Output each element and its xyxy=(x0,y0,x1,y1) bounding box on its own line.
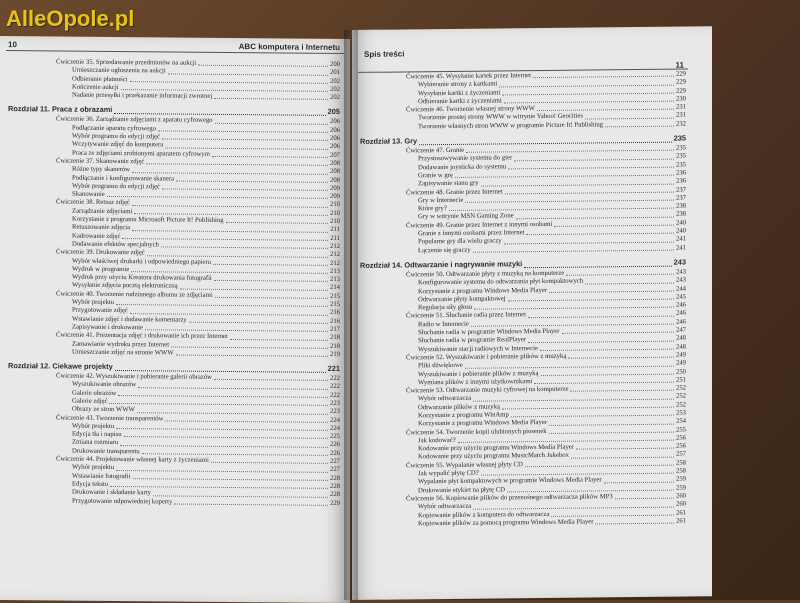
toc-page-number: 208 xyxy=(329,168,340,176)
toc-page-number: 255 xyxy=(675,426,686,434)
toc-leader-dots xyxy=(138,387,328,390)
toc-entry-title: Kodowanie przy użyciu programu MusicMatch Jukebox xyxy=(418,452,569,461)
toc-entry-title: Wybór odtwarzacza xyxy=(418,395,472,403)
toc-page-number: 223 xyxy=(329,399,340,407)
toc-leader-dots xyxy=(549,290,674,292)
toc-page-number: 252 xyxy=(675,401,686,409)
toc-entry-title: Jak wypalić płytę CD? xyxy=(418,469,479,478)
toc-leader-dots xyxy=(213,264,328,266)
toc-entry-title: Wczytywanie zdjęć do komputera xyxy=(72,141,164,149)
toc-leader-dots xyxy=(549,423,674,425)
toc-leader-dots xyxy=(568,357,674,359)
toc-leader-dots xyxy=(566,274,674,276)
toc-entry-title: Zarządzanie zdjęciami xyxy=(72,207,133,215)
toc-entry-title: Retuszowanie zdjęcia xyxy=(72,223,131,232)
toc-entry-title: Rozdział 13. Gry xyxy=(360,136,418,146)
toc-page-number: 235 xyxy=(675,161,686,169)
toc-entry-title: Kopiowanie plików z komputera do odtwarzacza xyxy=(418,510,550,519)
toc-leader-dots xyxy=(189,322,328,324)
left-book-page xyxy=(0,36,350,603)
toc-page-number: 209 xyxy=(329,193,340,201)
toc-entry-title: Rozdział 12. Ciekawe projekty xyxy=(8,361,113,372)
toc-page-number: 210 xyxy=(329,217,340,226)
toc-entry-title: Ćwiczenie 49. Granie przez Internet z innymi osobami xyxy=(406,220,553,230)
toc-page-number: 221 xyxy=(327,363,340,374)
toc-page-number: 229 xyxy=(675,70,686,78)
toc-leader-dots xyxy=(551,514,674,516)
toc-page-number: 206 xyxy=(329,134,340,143)
toc-leader-dots xyxy=(528,340,674,343)
toc-leader-dots xyxy=(576,448,674,450)
toc-entry-title: Ćwiczenie 42. Wyszukiwanie i pobieranie galerii obrazów xyxy=(56,372,213,381)
toc-page-number: 256 xyxy=(675,442,686,450)
toc-page-number: 243 xyxy=(673,257,686,267)
toc-page-number: 256 xyxy=(675,434,686,442)
toc-entry-title: Łączenie się graczy xyxy=(418,246,471,254)
toc-page-number: 218 xyxy=(329,334,340,342)
toc-entry-title: Ćwiczenie 38. Retusz zdjęć xyxy=(56,198,130,207)
toc-page-number: 229 xyxy=(675,78,686,86)
toc-entry-title: Ćwiczenie 54. Tworzenie kopii ulubionych piosenek xyxy=(406,427,547,437)
toc-page-number: 205 xyxy=(327,107,340,117)
watermark-logo: AlleOpole.pl xyxy=(6,6,135,31)
toc-page-number: 231 xyxy=(675,103,686,111)
toc-page-number: 235 xyxy=(675,144,686,152)
toc-entry-title: Podłączanie i konfigurowanie skanera xyxy=(72,174,174,183)
toc-entry-title: Ćwiczenie 40. Tworzenie rodzinnego albumu ze zdjęciami xyxy=(56,290,213,299)
toc-page-number: 249 xyxy=(675,359,686,367)
toc-entry-title: Zapisywanie i drukowanie xyxy=(72,323,143,332)
toc-leader-dots xyxy=(198,65,328,67)
toc-leader-dots xyxy=(533,76,674,78)
toc-entry-title: Gry w Internecie xyxy=(418,196,464,205)
toc-leader-dots xyxy=(162,139,328,141)
toc-page-number: 246 xyxy=(675,301,686,309)
toc-page-number: 247 xyxy=(675,326,686,334)
toc-page-number: 237 xyxy=(675,186,686,194)
toc-entry-title: Kadrowanie zdjęć xyxy=(72,232,121,240)
toc-page-number: 230 xyxy=(675,95,686,103)
toc-leader-dots xyxy=(473,250,674,253)
toc-entry-title: Wybór programu do edycji zdjęć xyxy=(72,132,160,141)
toc-leader-dots xyxy=(571,456,674,458)
toc-leader-dots xyxy=(215,297,328,299)
toc-page-number: 212 xyxy=(329,259,340,267)
toc-entry-title: Ćwiczenie 41. Prezentacja zdjęć i drukowanie ich przez Internet xyxy=(56,331,228,341)
toc-entry-title: Dodawanie efektów specjalnych xyxy=(72,240,159,249)
toc-leader-dots xyxy=(528,315,674,318)
toc-entry-title: Ćwiczenie 36. Zarządzanie zdjęciami z aparatu cyfrowego xyxy=(56,115,213,125)
toc-entry-title: Drukowanie etykiet na płytę CD xyxy=(418,486,505,494)
toc-page-number: 225 xyxy=(329,433,340,441)
toc-page-number: 252 xyxy=(675,384,686,392)
toc-entry-title: Słuchanie radia w programie Windows Media Player xyxy=(418,327,560,337)
toc-entry-title: Wybór odtwarzacza xyxy=(418,503,472,511)
toc-entry-title: Wysyłanie kartki z życzeniami xyxy=(418,89,501,97)
toc-entry-title: Ćwiczenie 35. Sprzedawanie przedmiotów na aukcji xyxy=(56,58,197,67)
right-toc-list xyxy=(360,71,686,530)
toc-entry-title: Ćwiczenie 45. Wysyłanie kartek przez Internet xyxy=(406,72,531,81)
toc-page-number: 213 xyxy=(329,267,340,275)
toc-page-number: 228 xyxy=(329,491,340,499)
toc-page-number: 236 xyxy=(675,169,686,177)
toc-page-number: 206 xyxy=(329,118,340,126)
toc-page-number: 208 xyxy=(329,176,340,184)
toc-page-number: 214 xyxy=(329,284,340,292)
toc-entry-title: Które gry? xyxy=(418,205,447,213)
toc-page-number: 257 xyxy=(675,450,686,459)
toc-page-number: 216 xyxy=(329,309,340,317)
toc-page-number: 206 xyxy=(329,143,340,151)
toc-leader-dots xyxy=(180,288,328,290)
toc-page-number: 231 xyxy=(675,111,686,120)
right-page-number: 11 xyxy=(675,60,684,70)
toc-page-number: 254 xyxy=(675,417,686,425)
toc-entry-title: Ćwiczenie 50. Odtwarzanie płyty z muzyką na komputerze xyxy=(406,269,565,279)
toc-page-number: 215 xyxy=(329,300,340,308)
toc-page-number: 241 xyxy=(675,235,686,243)
toc-page-number: 227 xyxy=(329,466,340,474)
toc-leader-dots xyxy=(549,432,674,434)
toc-page-number: 202 xyxy=(329,85,340,93)
toc-entry-title: Wybór właściwej drukarki i odpowiedniego papieru xyxy=(72,257,212,266)
toc-page-number: 222 xyxy=(329,374,340,383)
toc-page-number: 240 xyxy=(675,219,686,227)
toc-page-number: 235 xyxy=(675,152,686,160)
toc-page-number: 226 xyxy=(329,449,340,457)
toc-leader-dots xyxy=(211,462,328,464)
toc-leader-dots xyxy=(540,349,674,351)
toc-subsection-row xyxy=(8,497,340,508)
toc-entry-title: Odbieranie kartki z życzeniami xyxy=(418,97,502,106)
toc-entry-title: Przygotowanie zdjęć xyxy=(72,306,128,315)
toc-leader-dots xyxy=(526,233,674,236)
toc-entry-title: Wyszukiwanie i pobieranie plików z muzyką xyxy=(418,369,539,378)
toc-page-number: 253 xyxy=(675,409,686,417)
toc-entry-title: Kopiowanie plików za pomocą programu Windows Media Player xyxy=(418,518,594,528)
toc-entry-title: Rozdział 11. Praca z obrazami xyxy=(8,104,113,115)
toc-entry-title: Korzystanie z programu Microsoft Picture It! Publishing xyxy=(72,215,224,224)
toc-page-number: 212 xyxy=(329,251,340,259)
toc-page-number: 224 xyxy=(329,416,340,424)
toc-entry-title: Wybór projektu xyxy=(72,463,115,472)
toc-leader-dots xyxy=(604,481,674,483)
toc-page-number: 240 xyxy=(675,227,686,235)
toc-page-number: 261 xyxy=(675,517,686,525)
toc-entry-title: Ćwiczenie 46. Tworzenie własnej strony WWW xyxy=(406,105,535,114)
toc-entry-title: Tworzenie własnych stron WWW w programie Picture It! Publishing xyxy=(418,121,604,131)
toc-leader-dots xyxy=(176,180,328,182)
toc-page-number: 246 xyxy=(675,318,686,326)
toc-page-number: 252 xyxy=(675,392,686,400)
toc-entry-title: Wybór projektu xyxy=(72,298,115,307)
toc-entry-title: Wymiana plików z innymi użytkownikami xyxy=(418,377,533,387)
toc-leader-dots xyxy=(537,109,674,111)
toc-entry-title: Podłączanie aparatu cyfrowego xyxy=(72,124,156,133)
toc-leader-dots xyxy=(161,247,328,249)
toc-entry-title: Obrazy ze stron WWW xyxy=(72,405,135,414)
toc-page-number: 211 xyxy=(330,234,340,242)
toc-page-number: 222 xyxy=(329,383,340,391)
toc-page-number: 213 xyxy=(329,276,340,284)
book-gutter xyxy=(344,30,358,600)
toc-entry-title: Przygotowanie odpowiedniej koperty xyxy=(72,497,173,506)
toc-subsection-row xyxy=(8,91,340,102)
toc-leader-dots xyxy=(162,189,328,191)
toc-page-number: 251 xyxy=(675,376,686,384)
toc-entry-title: Pliki dźwiękowe xyxy=(418,362,463,370)
toc-page-number: 246 xyxy=(675,309,686,318)
toc-leader-dots xyxy=(176,355,328,357)
toc-leader-dots xyxy=(158,130,328,132)
toc-entry-title: Nadanie przesyłki i przekazanie informacji zwrotnej xyxy=(72,91,213,101)
toc-entry-title: Wydruk przy użyciu Kreatora drukowania fotografii xyxy=(72,273,212,282)
toc-entry-title: Granie w grę xyxy=(418,171,453,180)
toc-entry-title: Wypalanie płyt kompaktowych w programie Windows Media Player xyxy=(418,476,602,486)
toc-leader-dots xyxy=(168,73,328,75)
toc-leader-dots xyxy=(541,373,674,375)
toc-page-number: 248 xyxy=(675,334,686,342)
toc-page-number: 217 xyxy=(329,325,340,333)
toc-leader-dots xyxy=(153,495,328,498)
toc-entry-title: Wybór programu do edycji zdjęć xyxy=(72,182,160,191)
toc-entry-title: Korzystanie z programu Windows Media Player xyxy=(418,419,548,428)
toc-entry-title: Ćwiczenie 56. Kopiowanie plików do przenośnego odtwarzacza plików MP3 xyxy=(406,493,613,503)
left-toc-list xyxy=(8,58,340,508)
toc-leader-dots xyxy=(525,465,674,468)
toc-page-number: 238 xyxy=(675,210,686,219)
toc-page-number: 258 xyxy=(675,459,686,467)
toc-leader-dots xyxy=(215,123,328,125)
left-page-number: 10 xyxy=(8,40,17,50)
toc-page-number: 222 xyxy=(329,391,340,399)
toc-entry-title: Ćwiczenie 47. Granie xyxy=(406,146,465,155)
toc-entry-title: Ćwiczenie 43. Tworzenie transparentów xyxy=(56,414,164,423)
toc-entry-title: Radio w Internecie xyxy=(418,320,469,329)
toc-entry-title: Gry w witrynie MSN Gaming Zone xyxy=(418,212,514,221)
toc-leader-dots xyxy=(147,255,328,258)
toc-entry-title: Wyszukiwanie stacji radiowych w Internecie xyxy=(418,344,538,353)
toc-entry-title: Wyszukiwanie obrazów xyxy=(72,381,137,389)
toc-page-number: 210 xyxy=(329,209,340,217)
toc-entry-title: Wysyłanie zdjęcia pocztą elektroniczną xyxy=(72,282,178,290)
toc-page-number: 202 xyxy=(329,94,340,102)
toc-page-number: 207 xyxy=(329,151,340,159)
toc-leader-dots xyxy=(570,390,673,392)
toc-leader-dots xyxy=(214,379,328,381)
toc-page-number: 258 xyxy=(675,467,686,475)
toc-page-number: 202 xyxy=(329,77,340,85)
toc-page-number: 208 xyxy=(329,159,340,167)
toc-entry-title: Ćwiczenie 52. Wyszukiwanie i pobieranie plików z muzyką xyxy=(406,352,567,362)
toc-page-number: 211 xyxy=(330,226,340,234)
right-book-page xyxy=(352,26,712,600)
toc-leader-dots xyxy=(214,280,328,282)
toc-page-number: 227 xyxy=(329,457,340,466)
toc-page-number: 232 xyxy=(675,120,686,128)
toc-page-number: 201 xyxy=(329,69,340,77)
toc-entry-title: Kodowanie przy użyciu programu Windows Media Player xyxy=(418,443,574,453)
toc-entry-title: Ćwiczenie 53. Odtwarzanie muzyki cyfrowej na komputerze xyxy=(406,385,569,395)
toc-entry-title: Granie z innymi osobami przez Internet xyxy=(418,229,525,238)
toc-entry-title: Odbieranie płatności xyxy=(72,75,128,83)
toc-entry-title: Zapisywanie stanu gry xyxy=(418,179,479,188)
toc-page-number: 235 xyxy=(673,133,686,143)
toc-leader-dots xyxy=(534,382,674,384)
toc-page-number: 261 xyxy=(675,509,686,517)
toc-page-number: 223 xyxy=(329,408,340,416)
toc-leader-dots xyxy=(562,332,674,334)
toc-leader-dots xyxy=(230,339,328,341)
toc-entry-title: Tworzenie prostej strony WWW w witrynie Yahoo! Geocities xyxy=(418,113,583,122)
toc-entry-title: Wybór projektu xyxy=(72,422,115,430)
toc-page-number: 226 xyxy=(329,441,340,449)
toc-page-number: 200 xyxy=(329,60,340,68)
toc-page-number: 229 xyxy=(329,499,340,507)
toc-page-number: 229 xyxy=(675,87,686,95)
toc-entry-title: Umieszczanie ogłoszenia na aukcji xyxy=(72,66,166,75)
toc-entry-title: Jak kodować? xyxy=(418,436,456,445)
toc-leader-dots xyxy=(171,346,328,348)
toc-leader-dots xyxy=(605,126,674,128)
toc-entry-title: Korzystanie z programu WinAmp xyxy=(418,411,509,420)
toc-entry-title: Rozdział 14. Odtwarzanie i nagrywanie muzyki xyxy=(360,259,523,270)
toc-page-number: 216 xyxy=(329,317,340,325)
toc-page-number: 243 xyxy=(675,268,686,276)
toc-leader-dots xyxy=(524,266,671,269)
toc-entry-title: Zmiana rozmiaru xyxy=(72,439,119,447)
toc-entry-title: Wstawianie zdjęć i dodawanie komentarzy xyxy=(72,315,187,324)
toc-page-number: 249 xyxy=(675,351,686,359)
toc-entry-title: Ćwiczenie 44. Projektowanie własnej karty z życzeniami xyxy=(56,455,209,464)
toc-entry-title: Odtwarzanie płyty kompaktowej xyxy=(418,295,506,304)
toc-page-number: 250 xyxy=(675,368,686,376)
toc-entry-title: Zamawianie wydruku przez Internet xyxy=(72,340,170,348)
toc-entry-title: Wydruk w programie xyxy=(72,265,130,273)
toc-entry-title: Wybieranie strony z kartkami xyxy=(418,80,498,89)
toc-leader-dots xyxy=(226,222,328,224)
toc-page-number: 243 xyxy=(675,276,686,284)
toc-entry-title: Praca ze zdjęciami zrobionymi aparatem cyfrowym xyxy=(72,149,210,158)
toc-entry-title: Odtwarzanie plików z muzyką xyxy=(418,403,500,411)
toc-page-number: 209 xyxy=(329,184,340,192)
toc-entry-title: Ćwiczenie 51. Słuchanie radia przez Internet xyxy=(406,311,526,320)
toc-page-number: 237 xyxy=(675,194,686,202)
toc-entry-title: Konfigurowanie systemu do odtwarzania płyt kompaktowych xyxy=(418,277,584,287)
toc-entry-title: Popularne gry dla wielu graczy xyxy=(418,237,502,246)
toc-leader-dots xyxy=(595,523,673,525)
toc-page-number: 224 xyxy=(329,424,340,432)
toc-entry-title: Różne typy skanerów xyxy=(72,165,130,174)
toc-page-number: 228 xyxy=(329,474,340,482)
toc-page-number: 260 xyxy=(675,500,686,508)
toc-page-number: 244 xyxy=(675,285,686,293)
left-running-head: ABC komputera i Internetu xyxy=(238,42,340,52)
toc-leader-dots xyxy=(615,498,674,500)
toc-entry-title: Dodawanie joysticka do systemu xyxy=(418,163,507,171)
toc-page-number: 259 xyxy=(675,475,686,483)
toc-page-number: 210 xyxy=(329,201,340,209)
toc-leader-dots xyxy=(165,420,327,422)
toc-entry-title: Kończenie aukcji xyxy=(72,83,119,91)
right-running-head: Spis treści xyxy=(364,49,405,59)
toc-entry-title: Edycja tła i napisu xyxy=(72,430,122,439)
toc-page-number: 218 xyxy=(329,342,340,350)
toc-leader-dots xyxy=(214,98,328,100)
toc-page-number: 228 xyxy=(329,482,340,490)
toc-entry-title: Ćwiczenie 39. Drukowanie zdjęć xyxy=(56,248,145,257)
toc-subsection-row xyxy=(8,348,340,359)
toc-page-number: 219 xyxy=(329,350,340,358)
toc-entry-title: Ćwiczenie 55. Wypalanie własnej płyty CD xyxy=(406,460,523,470)
toc-entry-title: Ćwiczenie 37. Skanowanie zdjęć xyxy=(56,157,145,166)
toc-page-number: 206 xyxy=(329,126,340,134)
toc-leader-dots xyxy=(174,503,328,505)
toc-page-number: 260 xyxy=(675,492,686,500)
toc-leader-dots xyxy=(146,164,328,167)
toc-entry-title: Ćwiczenie 48. Granie przez Internet xyxy=(406,187,503,196)
toc-entry-title: Przystosowywanie systemu do gier xyxy=(418,154,513,163)
toc-page-number: 238 xyxy=(675,202,686,210)
toc-entry-title: Drukowanie i składanie karty xyxy=(72,488,151,497)
toc-entry-title: Regulacja siły głosu xyxy=(418,303,473,312)
toc-page-number: 241 xyxy=(675,244,686,252)
toc-entry-title: Wstawianie fotografii xyxy=(72,472,131,480)
toc-page-number: 212 xyxy=(329,242,340,250)
toc-leader-dots xyxy=(585,117,674,119)
toc-page-number: 236 xyxy=(675,177,686,185)
toc-leader-dots xyxy=(212,156,328,158)
toc-entry-title: Umieszczanie zdjęć na stronie WWW xyxy=(72,348,174,357)
toc-page-number: 259 xyxy=(675,484,686,492)
toc-page-number: 245 xyxy=(675,293,686,301)
toc-entry-title: Skanowanie xyxy=(72,190,105,199)
toc-page-number: 215 xyxy=(329,292,340,300)
toc-leader-dots xyxy=(585,282,674,284)
toc-entry-title: Galerie obrazów xyxy=(72,389,117,397)
toc-entry-title: Słuchanie radia w programie RealPlayer xyxy=(418,336,527,345)
toc-entry-title: Korzystanie z programu Windows Media Player xyxy=(418,286,548,295)
toc-leader-dots xyxy=(165,147,328,149)
toc-leader-dots xyxy=(554,225,674,227)
toc-entry-title: Drukowanie transparentu xyxy=(72,447,140,455)
toc-page-number: 248 xyxy=(675,343,686,351)
toc-entry-title: Galerie zdjęć xyxy=(72,397,108,405)
toc-entry-title: Edycja tekstu xyxy=(72,480,109,488)
